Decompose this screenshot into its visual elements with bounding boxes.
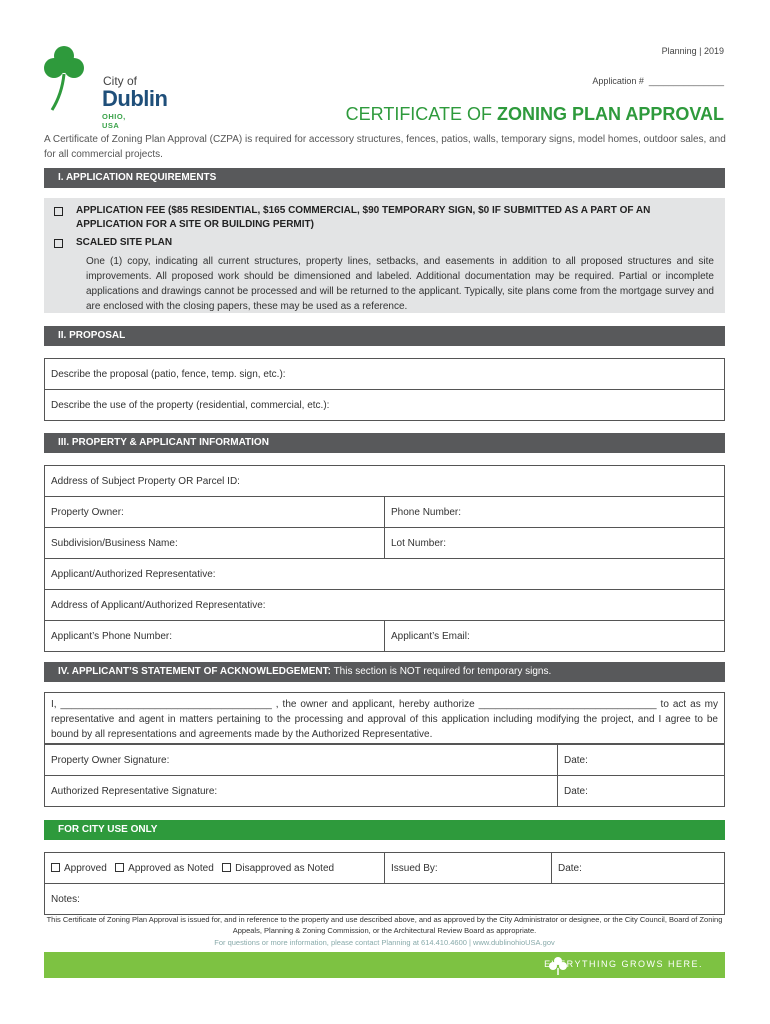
applicant-phone-field[interactable]: Applicant’s Phone Number: [45,621,385,652]
city-logo [42,44,168,130]
disapproved-noted-checkbox[interactable] [222,863,231,872]
fee-checkbox[interactable] [54,207,63,216]
acknowledgement-statement[interactable]: I, ______________________________________ , the owner and applicant, hereby authorize ________________________________ to act as my representative and agent in matters pertaining to the processing and approval of this application including modifying the project, and I agree to be bound by all representations and agreements made by the Authorized Representative. [44,692,725,744]
logo-name: Dublin [102,86,168,111]
property-table [44,465,725,652]
rep-signature-field[interactable]: Authorized Representative Signature: [45,776,558,807]
subdivision-field[interactable]: Subdivision/Business Name: [45,528,385,559]
section-4-note: This section is NOT required for temporary signs. [330,666,552,677]
shamrock-icon [42,44,102,114]
signature-table [44,744,725,807]
title-light: CERTIFICATE OF [345,104,497,124]
title-bold: ZONING PLAN APPROVAL [496,104,724,124]
fee-text: APPLICATION FEE ($85 RESIDENTIAL, $165 COMMERCIAL, $90 TEMPORARY SIGN, $0 IF SUBMITTED AS A PART OF AN APPLICATION FOR A SITE OR BUILDING PERMIT) [76,205,651,230]
notes-field[interactable]: Notes: [45,884,725,915]
site-plan-description: One (1) copy, indicating all current structures, property lines, setbacks, and easements in addition to all proposed structures and site improvements. All proposed work should be dimensioned and labeled. Additional documentation may be required. Partial or incomplete applications and drawings cannot be processed and will be returned to the applicant. Typically, site plans come from the mortgage survey and are enclosed with the closing papers, these may be used as a reference. [86,256,714,312]
applicant-email-field[interactable]: Applicant’s Email: [385,621,725,652]
section-2-header: II. PROPOSAL [44,326,725,346]
site-plan-checkbox[interactable] [54,239,63,248]
application-label: Application # [592,76,644,86]
logo-state: OHIO, USA [102,112,126,130]
approved-noted-label: Approved as Noted [128,862,214,874]
address-field[interactable]: Address of Subject Property OR Parcel ID: [45,466,725,497]
approved-checkbox[interactable] [51,863,60,872]
application-number [592,76,724,86]
owner-signature-field[interactable]: Property Owner Signature: [45,745,558,776]
describe-proposal-field[interactable]: Describe the proposal (patio, fence, temp. sign, etc.): [45,359,725,390]
footer-banner [44,952,725,978]
logo-city-text: City of [103,74,138,88]
footer-note: This Certificate of Zoning Plan Approval is issued for, and in reference to the property and use described above, and as approved by the City Administrator or designee, or the City Council, Board of Zoning Appeals, Planning & Zoning Commission, or the Architectural Review Board as appropriate. [46,915,723,935]
representative-address-field[interactable]: Address of Applicant/Authorized Representative: [45,590,725,621]
proposal-table [44,358,725,421]
owner-field[interactable]: Property Owner: [45,497,385,528]
approved-noted-checkbox[interactable] [115,863,124,872]
approved-label: Approved [64,862,107,874]
owner-date-field[interactable]: Date: [558,745,725,776]
application-number-field[interactable]: _______________ [648,76,724,86]
city-use-table [44,852,725,915]
city-date-field[interactable]: Date: [552,853,725,884]
section-1-header: I. APPLICATION REQUIREMENTS [44,168,725,188]
footer-tagline: EVERYTHING GROWS HERE. [544,959,703,969]
disapproved-noted-label: Disapproved as Noted [235,862,335,874]
section-4-title: IV. APPLICANT’S STATEMENT OF ACKNOWLEDGEMENT: [58,666,331,677]
contact-info: For questions or more information, please contact Planning at 614.410.4600 | www.dublinohioUSA.gov [214,938,555,947]
phone-field[interactable]: Phone Number: [385,497,725,528]
intro-text: A Certificate of Zoning Plan Approval (CZPA) is required for accessory structures, fences, patios, walls, temporary signs, model homes, outdoor sales, and for all commercial projects. [44,134,726,160]
issued-by-field[interactable]: Issued By: [385,853,552,884]
lot-field[interactable]: Lot Number: [385,528,725,559]
city-use-header: FOR CITY USE ONLY [44,820,725,840]
section-4-header [44,662,725,682]
representative-field[interactable]: Applicant/Authorized Representative: [45,559,725,590]
site-plan-text: SCALED SITE PLAN [76,237,173,248]
approval-options [45,853,385,884]
rep-date-field[interactable]: Date: [558,776,725,807]
page-title [346,104,724,125]
requirements-box [44,198,725,313]
section-3-header: III. PROPERTY & APPLICANT INFORMATION [44,433,725,453]
describe-use-field[interactable]: Describe the use of the property (residential, commercial, etc.): [45,390,725,421]
planning-year: Planning | 2019 [661,46,724,56]
